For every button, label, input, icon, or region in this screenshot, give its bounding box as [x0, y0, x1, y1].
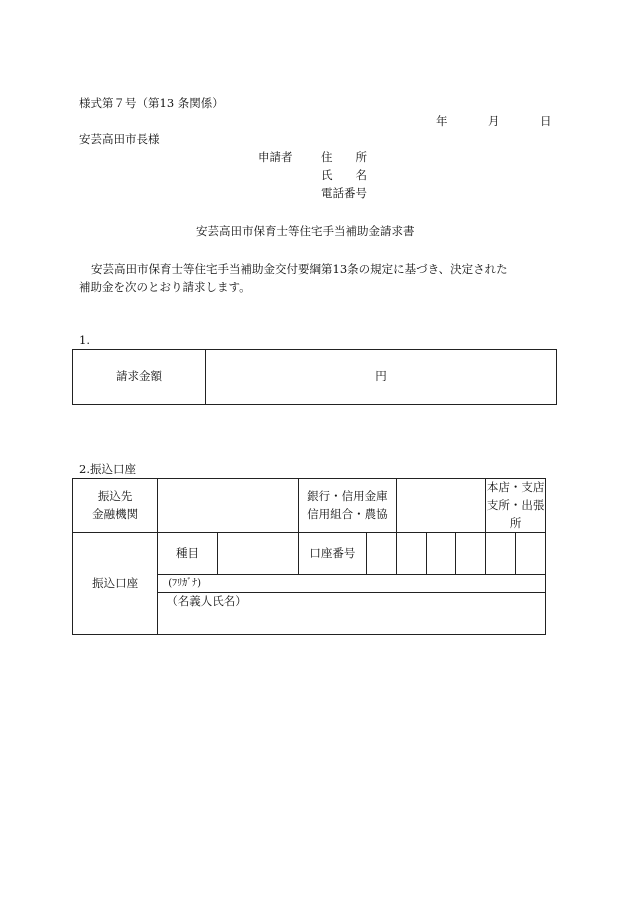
applicant-label: 申請者 [258, 150, 293, 164]
bank-name-cell [158, 479, 299, 533]
amount-table [72, 349, 557, 405]
furigana-cell [158, 575, 546, 593]
bank-account-table [72, 478, 546, 635]
account-digit-cell [396, 533, 426, 575]
type-value-cell [217, 533, 298, 575]
form-number: 様式第７号（第13 条関係） [79, 96, 224, 110]
account-no-label: 口座番号 [309, 546, 356, 561]
body-line-1: 安芸高田市保育士等住宅手当補助金交付要綱第13条の規定に基づき、決定された [91, 262, 508, 276]
branch-name-cell [396, 479, 485, 533]
name-label: 氏 名 [321, 168, 367, 182]
amount-label: 請求金額 [116, 369, 162, 384]
account-digit-cell [367, 533, 397, 575]
amount-unit: 円 [375, 369, 387, 384]
branch-type-cell [486, 479, 546, 533]
bank-type-cell [298, 479, 396, 533]
account-digit-cell [486, 533, 516, 575]
type-label: 種目 [176, 546, 200, 561]
account-no-label-cell [298, 533, 366, 575]
account-digit-cell [426, 533, 456, 575]
type-label-cell [158, 533, 218, 575]
account-digit-cell [456, 533, 486, 575]
branch-type-line2: 支所・出張所 [486, 497, 545, 530]
branch-type-line1: 本店・支店 [486, 480, 545, 494]
date-month-label: 月 [488, 114, 500, 128]
bank-type-line1: 銀行・信用金庫 [307, 488, 388, 503]
section1-number: 1. [79, 333, 90, 347]
date-day-label: 日 [540, 114, 552, 128]
amount-label-cell [73, 350, 206, 405]
document-title: 安芸高田市保育士等住宅手当補助金請求書 [196, 224, 415, 238]
bank-type-line2: 信用組合・農協 [307, 506, 388, 521]
holder-name-cell [158, 593, 546, 635]
section2-heading: 2.振込口座 [79, 462, 136, 476]
account-label-cell [73, 533, 158, 635]
dest-label-line2: 金融機関 [92, 506, 139, 521]
phone-label: 電話番号 [321, 186, 367, 200]
amount-value-cell [206, 350, 557, 405]
furigana-label: (ﾌﾘｶﾞﾅ) [168, 578, 202, 590]
addressee: 安芸高田市長様 [79, 132, 160, 146]
date-year-label: 年 [436, 114, 448, 128]
address-label: 住 所 [321, 150, 367, 164]
account-label: 振込口座 [92, 576, 139, 591]
body-line-2: 補助金を次のとおり請求します。 [79, 280, 251, 294]
account-digit-cell [516, 533, 546, 575]
holder-name-label: （名義人氏名） [166, 594, 247, 609]
dest-label-line1: 振込先 [97, 488, 133, 503]
dest-label-cell [73, 479, 158, 533]
